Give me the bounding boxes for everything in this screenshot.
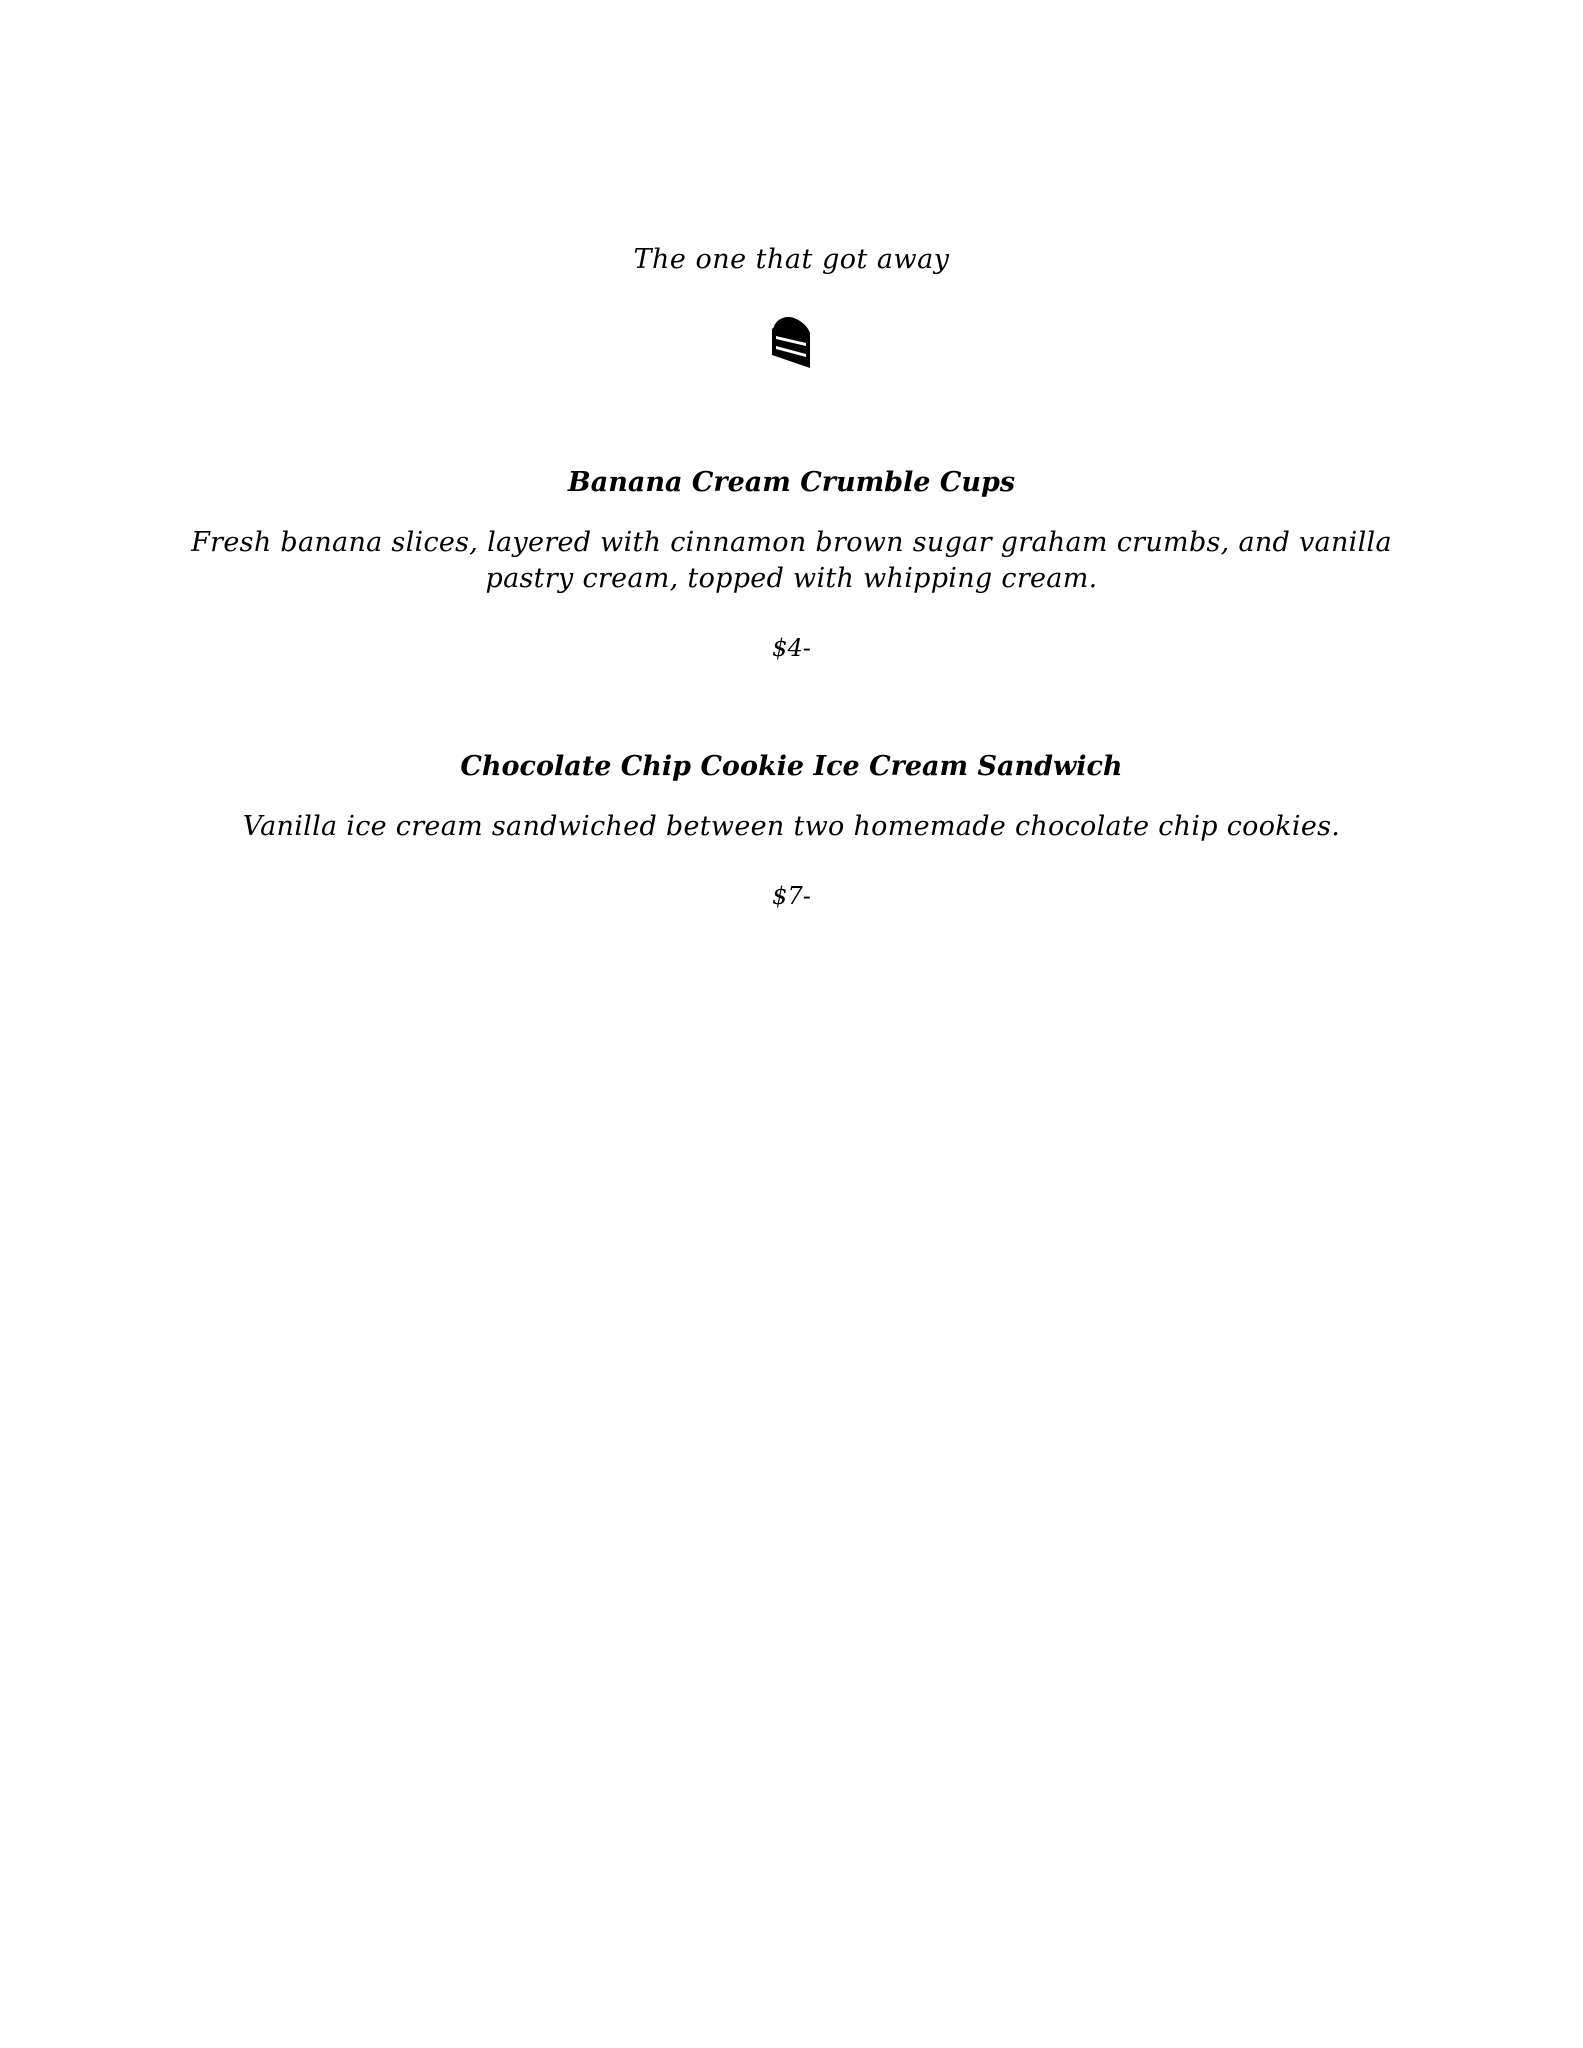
menu-item: [190, 750, 1393, 911]
menu-item: [190, 466, 1393, 663]
menu-item-name: Banana Cream Crumble Cups: [567, 467, 1016, 498]
menu-item-price: $4-: [772, 634, 811, 662]
menu-tagline: The one that got away: [633, 244, 950, 275]
menu-item-description: Vanilla ice cream sandwiched between two homemade chocolate chip cookies.: [242, 811, 1341, 842]
menu-item-price: $7-: [772, 882, 811, 910]
menu-item-description: Fresh banana slices, layered with cinnamon brown sugar graham crumbs, and vanilla pastry cream, topped with whipping cream.: [191, 527, 1392, 594]
menu-item-name: Chocolate Chip Cookie Ice Cream Sandwich: [460, 751, 1123, 782]
cake-slice-icon: [770, 315, 812, 369]
